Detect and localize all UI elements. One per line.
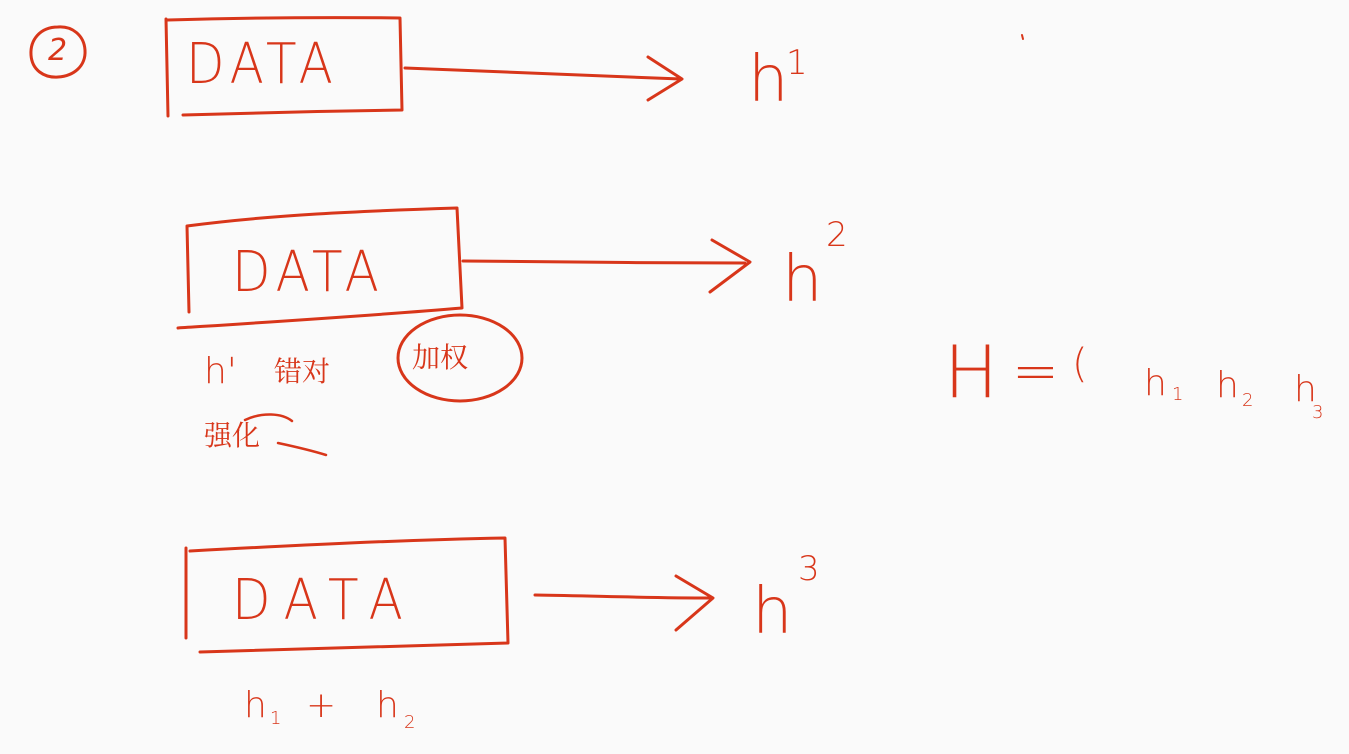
arrow-2 (463, 240, 750, 292)
data-box-2-label: DATA (232, 239, 385, 305)
output-h2-sup: 2 (826, 215, 848, 255)
formula-term-3-sub: 3 (1312, 402, 1324, 423)
formula-term-2-base: h (1216, 365, 1239, 406)
output-h1-base: h (748, 43, 789, 117)
note-strengthen: 强化 (204, 419, 261, 452)
formula-equals: = (1012, 339, 1059, 404)
step-number: 2 (48, 33, 68, 68)
note-weighting: 加权 (412, 341, 469, 374)
output-h3-base: h (752, 575, 793, 649)
arrow-1 (405, 57, 682, 100)
note-h2-base: h (376, 685, 399, 726)
note-h2-sub: 2 (404, 712, 416, 733)
output-h2-base: h (782, 243, 823, 317)
stray-dot (1022, 35, 1023, 39)
data-box-1-label: DATA (186, 31, 339, 97)
data-box-3-label: DATA (232, 567, 417, 633)
note-h-prime: h' (204, 351, 237, 392)
formula-term-1-base: h (1144, 363, 1167, 404)
note-plus: + (306, 685, 337, 726)
output-h1-sup: 1 (786, 43, 808, 83)
formula-open-paren: ( (1072, 341, 1088, 387)
formula-lhs: H (944, 330, 999, 414)
formula-term-1-sub: 1 (1172, 384, 1184, 405)
formula-term-3-base: h (1294, 369, 1317, 410)
output-h3-sup: 3 (798, 549, 820, 589)
note-h1-sub: 1 (270, 708, 282, 729)
formula-term-2-sub: 2 (1242, 390, 1254, 411)
note-error-pair: 错对 (274, 355, 331, 388)
arrow-3 (535, 576, 713, 630)
note-h1-base: h (244, 685, 267, 726)
